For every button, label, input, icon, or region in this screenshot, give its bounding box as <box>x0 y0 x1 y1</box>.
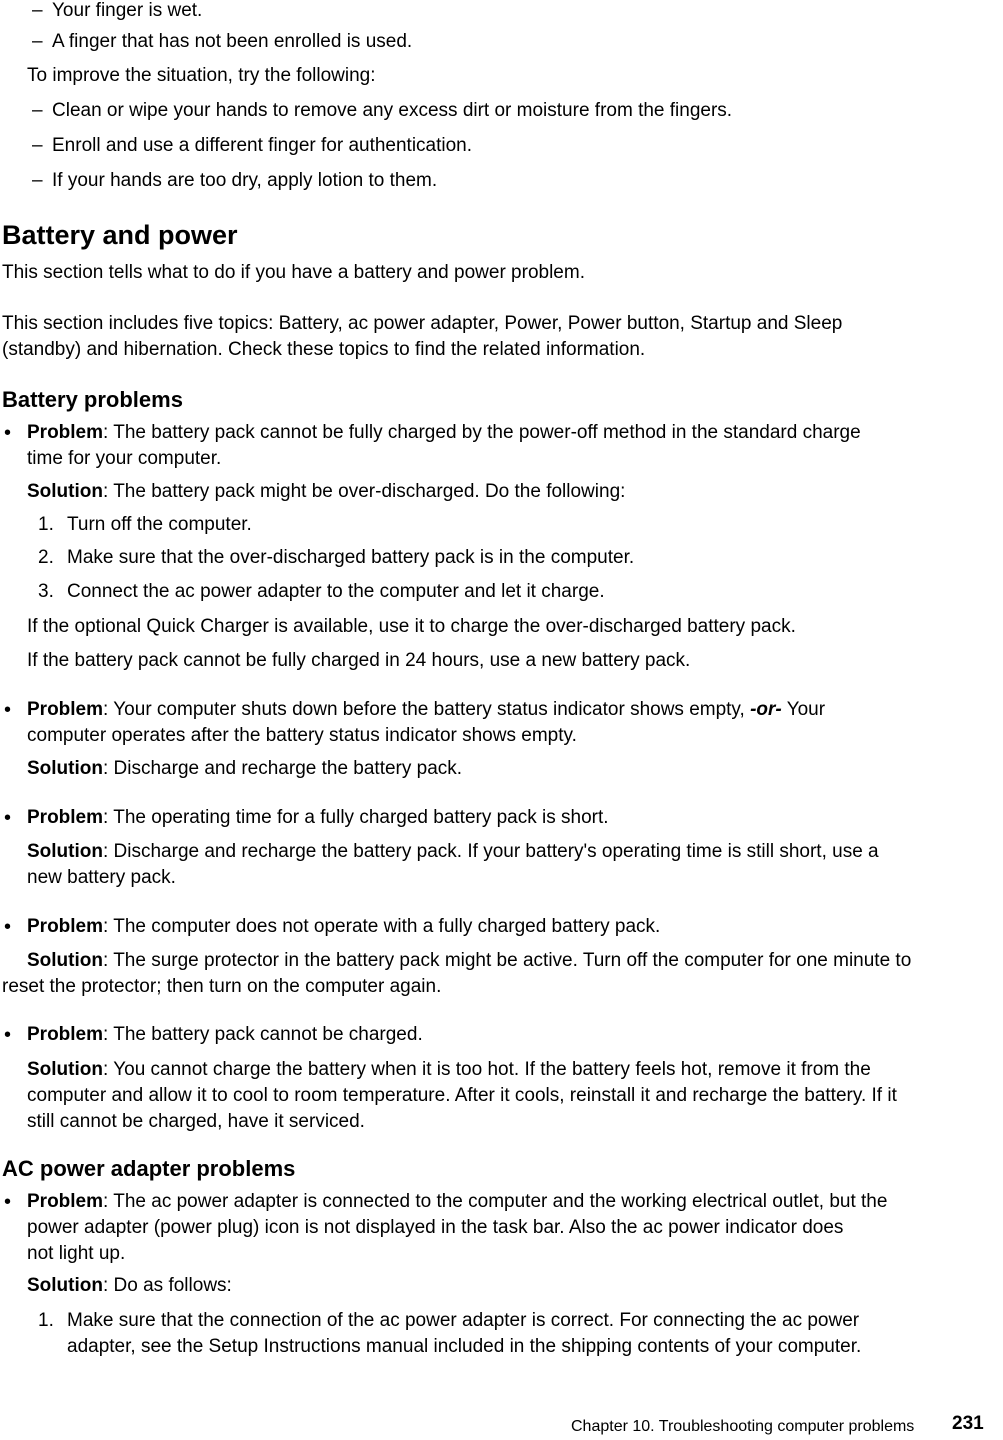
dash-marker: – <box>32 100 43 121</box>
problem-label: Problem <box>27 699 104 720</box>
solution-label: Solution <box>27 950 103 971</box>
solution-line: Solution: Do as follows: <box>27 1275 232 1296</box>
bullet-marker: • <box>4 916 12 938</box>
list-item: A finger that has not been enrolled is used. <box>52 31 413 52</box>
note-line: If the optional Quick Charger is available, use it to charge the over-discharged battery pack. <box>27 616 796 637</box>
problem-line: Problem: The battery pack cannot be fully charged by the power-off method in the standard charge <box>27 422 861 443</box>
dash-marker: – <box>32 0 43 21</box>
solution-label: Solution <box>27 481 103 502</box>
list-item: Enroll and use a different finger for authentication. <box>52 135 473 156</box>
problem-line: computer operates after the battery status indicator shows empty. <box>27 725 577 746</box>
paragraph: This section includes five topics: Battery, ac power adapter, Power, Power button, Startup and Sleep <box>2 313 843 334</box>
list-item: Clean or wipe your hands to remove any excess dirt or moisture from the fingers. <box>52 100 733 121</box>
solution-line: Solution: Discharge and recharge the battery pack. If your battery's operating time is still short, use a <box>27 841 879 862</box>
dash-marker: – <box>32 170 43 191</box>
bullet-marker: • <box>4 807 12 829</box>
problem-label: Problem <box>27 807 104 828</box>
section-heading-battery-power: Battery and power <box>2 220 238 250</box>
solution-line: reset the protector; then turn on the computer again. <box>2 976 442 997</box>
problem-line: Problem: The computer does not operate with a fully charged battery pack. <box>27 916 661 937</box>
step-text: Turn off the computer. <box>67 514 252 535</box>
note-line: If the battery pack cannot be fully charged in 24 hours, use a new battery pack. <box>27 650 691 671</box>
problem-label: Problem <box>27 422 104 443</box>
improve-text: To improve the situation, try the following: <box>27 65 376 86</box>
problem-line: Problem: Your computer shuts down before the battery status indicator shows empty, -or- Your <box>27 699 826 720</box>
subsection-heading-ac-problems: AC power adapter problems <box>2 1156 296 1181</box>
problem-label: Problem <box>27 1024 104 1045</box>
problem-line: Problem: The operating time for a fully charged battery pack is short. <box>27 807 609 828</box>
or-label: -or- <box>750 699 782 720</box>
bullet-marker: • <box>4 1191 12 1213</box>
solution-line: Solution: The battery pack might be over-discharged. Do the following: <box>27 481 626 502</box>
page-number: 231 <box>952 1413 984 1434</box>
solution-line: new battery pack. <box>27 867 176 888</box>
problem-label: Problem <box>27 1191 104 1212</box>
solution-line: Solution: The surge protector in the battery pack might be active. Turn off the computer for one minute to <box>27 950 912 971</box>
problem-line: time for your computer. <box>27 448 222 469</box>
problem-line: Problem: The ac power adapter is connected to the computer and the working electrical outlet, but the <box>27 1191 888 1212</box>
problem-line: not light up. <box>27 1243 126 1264</box>
solution-line: still cannot be charged, have it serviced. <box>27 1111 365 1132</box>
solution-label: Solution <box>27 841 103 862</box>
solution-label: Solution <box>27 758 103 779</box>
list-item: Your finger is wet. <box>52 0 203 21</box>
bullet-marker: • <box>4 699 12 721</box>
step-number: 1. <box>38 514 54 535</box>
solution-label: Solution <box>27 1059 103 1080</box>
paragraph: (standby) and hibernation. Check these topics to find the related information. <box>2 339 646 360</box>
dash-marker: – <box>32 135 43 156</box>
solution-line: Solution: You cannot charge the battery when it is too hot. If the battery feels hot, remove it from the <box>27 1059 871 1080</box>
paragraph: This section tells what to do if you have a battery and power problem. <box>2 262 585 283</box>
bullet-marker: • <box>4 1024 12 1046</box>
solution-line: computer and allow it to cool to room temperature. After it cools, reinstall it and recharge the battery. If it <box>27 1085 897 1106</box>
footer-chapter: Chapter 10. Troubleshooting computer problems <box>571 1418 915 1435</box>
bullet-marker: • <box>4 422 12 444</box>
solution-label: Solution <box>27 1275 103 1296</box>
step-text: Make sure that the over-discharged battery pack is in the computer. <box>67 547 635 568</box>
step-number: 1. <box>38 1310 54 1331</box>
step-text: adapter, see the Setup Instructions manual included in the shipping contents of your computer. <box>67 1336 862 1357</box>
problem-line: power adapter (power plug) icon is not displayed in the task bar. Also the ac power indicator does <box>27 1217 844 1238</box>
subsection-heading-battery-problems: Battery problems <box>2 387 183 412</box>
step-text: Make sure that the connection of the ac power adapter is correct. For connecting the ac power <box>67 1310 860 1331</box>
dash-marker: – <box>32 31 43 52</box>
problem-label: Problem <box>27 916 104 937</box>
problem-line: Problem: The battery pack cannot be charged. <box>27 1024 423 1045</box>
step-text: Connect the ac power adapter to the computer and let it charge. <box>67 581 605 602</box>
list-item: If your hands are too dry, apply lotion to them. <box>52 170 438 191</box>
step-number: 2. <box>38 547 54 568</box>
step-number: 3. <box>38 581 54 602</box>
solution-line: Solution: Discharge and recharge the battery pack. <box>27 758 463 779</box>
